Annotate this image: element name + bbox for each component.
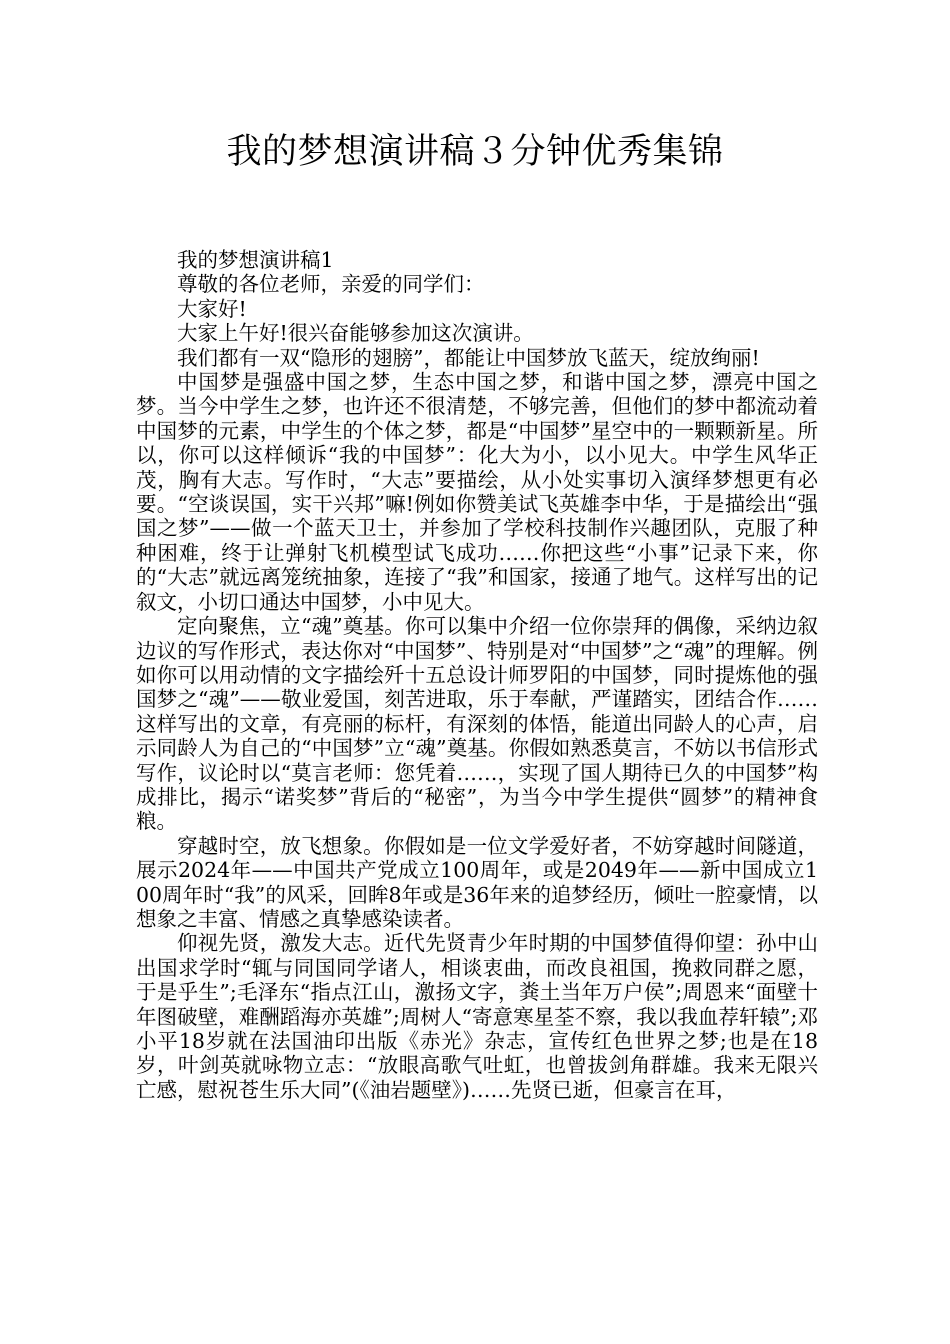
body-paragraph: 穿越时空，放飞想象。你假如是一位文学爱好者，不妨穿越时间隧道，展示2024年——中国共产党成立100周年，或是2049年——新中国成立100周年时“我”的风采，回眸8年或是36年来的追梦经历，倾吐一腔豪情，以想象之丰富、情感之真挚感染读者。 bbox=[136, 833, 818, 931]
opening-line: 大家上午好!很兴奋能够参加这次演讲。 bbox=[177, 321, 534, 346]
body-paragraph: 中国梦是强盛中国之梦，生态中国之梦，和谐中国之梦，漂亮中国之梦。当今中学生之梦，也许还不很清楚，不够完善，但他们的梦中都流动着中国梦的元素，中学生的个体之梦，都是“中国梦”星空中的一颗颗新星。所以，你可以这样倾诉“我的中国梦”：化大为小，以小见大。中学生风华正茂，胸有大志。写作时，“大志”要描绘，从小处实事切入演绎梦想更有必要。“空谈误国，实干兴邦”嘛!例如你赞美试飞英雄李中华，于是描绘出“强国之梦”——做一个蓝天卫士，并参加了学校科技制作兴趣团队，克服了种种困难，终于让弹射飞机模型试飞成功……你把这些“小事”记录下来，你的“大志”就远离笼统抽象，连接了“我”和国家，接通了地气。这样写出的记叙文，小切口通达中国梦，小中见大。 bbox=[136, 370, 818, 614]
body-paragraph: 定向聚焦，立“魂”奠基。你可以集中介绍一位你崇拜的偶像，采纳边叙边议的写作形式，表达你对“中国梦”、特别是对“中国梦”之“魂”的理解。例如你可以用动情的文字描绘歼十五总设计师罗阳的中国梦，同时提炼他的强国梦之“魂”——敬业爱国，刻苦进取，乐于奉献，严谨踏实，团结合作……这样写出的文章，有亮丽的标杆，有深刻的体悟，能道出同龄人的心声，启示同龄人为自己的“中国梦”立“魂”奠基。你假如熟悉莫言，不妨以书信形式写作，议论时以“莫言老师：您凭着……，实现了国人期待已久的中国梦”构成排比，揭示“诺奖梦”背后的“秘密”，为当今中学生提供“圆梦”的精神食粮。 bbox=[136, 614, 818, 834]
salutation: 尊敬的各位老师，亲爱的同学们： bbox=[177, 272, 485, 297]
greeting: 大家好! bbox=[177, 296, 247, 321]
body-paragraph: 仰视先贤，激发大志。近代先贤青少年时期的中国梦值得仰望：孙中山出国求学时“辄与同国同学诸人，相谈衷曲，而改良祖国，挽救同群之愿，于是乎生”;毛泽东“指点江山，激扬文字，粪土当年万户侯”;周恩来“面壁十年图破壁，难酬蹈海亦英雄”;周树人“寄意寒星荃不察，我以我血荐轩辕”;邓小平18岁就在法国油印出版《赤光》杂志，宣传红色世界之梦;也是在18岁，叶剑英就咏物立志：“放眼高歌气吐虹，也曾拔剑角群雄。我来无限兴亡感，慰祝苍生乐大同”(《油岩题壁》)……先贤已逝，但豪言在耳， bbox=[136, 931, 818, 1102]
body-paragraph: 我们都有一双“隐形的翅膀”，都能让中国梦放飞蓝天，绽放绚丽! bbox=[177, 345, 760, 370]
document-body bbox=[136, 248, 818, 1102]
speech-heading: 我的梦想演讲稿1 bbox=[177, 248, 334, 272]
document-title: 我的梦想演讲稿３分钟优秀集锦 bbox=[226, 132, 724, 172]
